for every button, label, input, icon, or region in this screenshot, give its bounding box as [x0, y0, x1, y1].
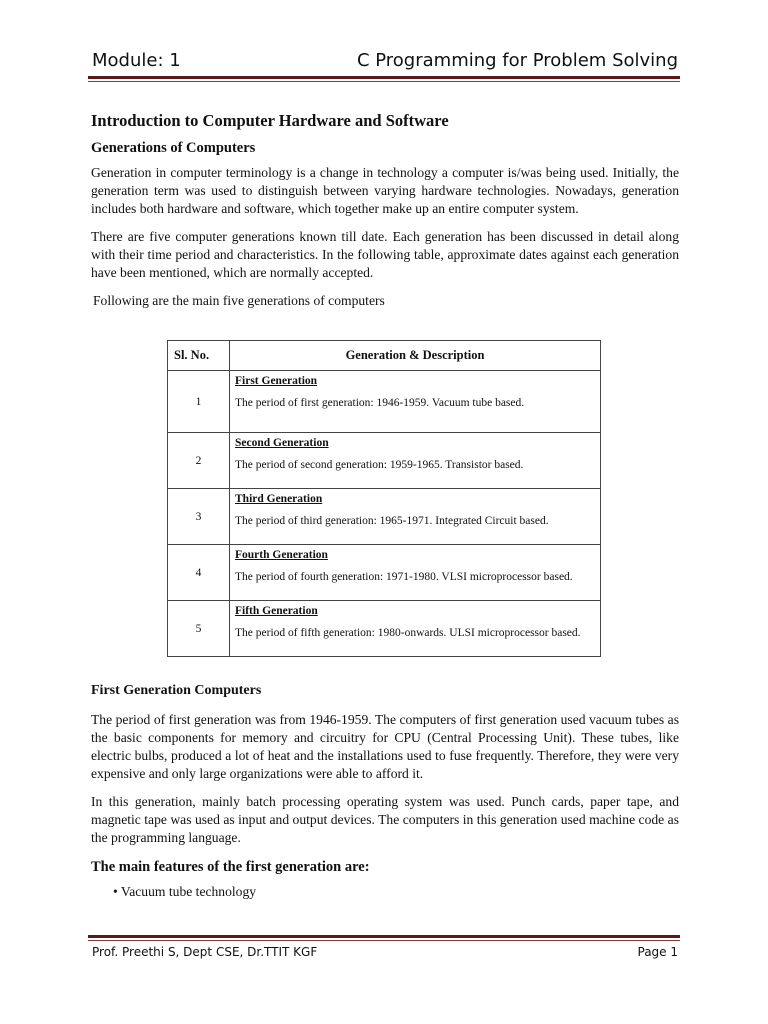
page-number: Page 1 — [637, 945, 678, 959]
table-row — [168, 545, 601, 601]
row-number: 5 — [168, 601, 230, 657]
footer-rule-thin — [88, 940, 680, 941]
author-credit: Prof. Preethi S, Dept CSE, Dr.TTIT KGF — [92, 945, 318, 959]
table-row — [168, 371, 601, 433]
footer-rule-thick — [88, 935, 680, 938]
module-label: Module: 1 — [92, 50, 181, 71]
header-sl-no: Sl. No. — [168, 341, 230, 371]
table-row — [168, 601, 601, 657]
row-description — [230, 371, 601, 433]
row-number: 3 — [168, 489, 230, 545]
features-heading: The main features of the first generation are: — [91, 859, 370, 875]
row-description — [230, 489, 601, 545]
row-description — [230, 433, 601, 489]
intro-paragraph-1: Generation in computer terminology is a change in technology a computer is/was being used. Initially, the generation term was used to distinguish between varying hardware technologies. Nowadays, generation includes both hardware and software, which together make up an entire computer system. — [91, 165, 679, 216]
generation-name: Second Generation — [235, 437, 329, 449]
features-list — [91, 883, 679, 901]
generation-name: Fourth Generation — [235, 549, 328, 561]
page-title: Introduction to Computer Hardware and Software — [91, 111, 449, 130]
generation-name: First Generation — [235, 375, 318, 387]
generation-period: The period of first generation: 1946-1959. Vacuum tube based. — [235, 397, 525, 409]
table-row — [168, 433, 601, 489]
list-item: • Vacuum tube technology — [113, 883, 679, 901]
generation-name: Third Generation — [235, 493, 323, 505]
row-description — [230, 601, 601, 657]
first-generation-paragraph-2: In this generation, mainly batch processing operating system was used. Punch cards, paper tape, and magnetic tape was used as input and output devices. The computers in this generation used machine code as the programming language. — [91, 794, 679, 845]
generation-period: The period of third generation: 1965-1971. Integrated Circuit based. — [235, 515, 549, 527]
generation-period: The period of fourth generation: 1971-1980. VLSI microprocessor based. — [235, 571, 573, 583]
course-title: C Programming for Problem Solving — [356, 50, 678, 71]
generation-period: The period of fifth generation: 1980-onwards. ULSI microprocessor based. — [235, 627, 581, 639]
intro-section — [91, 110, 679, 322]
header-rule-thick — [88, 76, 680, 79]
row-number: 1 — [168, 371, 230, 433]
generations-table — [167, 340, 601, 657]
first-generation-heading: First Generation Computers — [91, 683, 262, 698]
page-footer — [92, 945, 678, 965]
section-heading: Generations of Computers — [91, 140, 256, 156]
generation-period: The period of second generation: 1959-1965. Transistor based. — [235, 459, 524, 471]
table-header-row — [168, 341, 601, 371]
table-lead-text: Following are the main five generations of computers — [93, 293, 385, 308]
first-generation-section — [91, 681, 679, 901]
header-generation-description: Generation & Description — [230, 341, 601, 371]
row-number: 4 — [168, 545, 230, 601]
page-header — [92, 46, 678, 76]
row-number: 2 — [168, 433, 230, 489]
row-description — [230, 545, 601, 601]
generation-name: Fifth Generation — [235, 605, 318, 617]
intro-paragraph-2: There are five computer generations known till date. Each generation has been discussed in detail along with their time period and characteristics. In the following table, approximate dates against each generation have been mentioned, which are normally accepted. — [91, 229, 679, 280]
table-row — [168, 489, 601, 545]
header-rule-thin — [88, 81, 680, 82]
first-generation-paragraph-1: The period of first generation was from 1946-1959. The computers of first generation used vacuum tubes as the basic components for memory and circuitry for CPU (Central Processing Unit). These tubes, like electric bulbs, produced a lot of heat and the installations used to fuse frequently. Therefore, they were very expensive and only large organizations were able to afford it. — [91, 712, 679, 781]
